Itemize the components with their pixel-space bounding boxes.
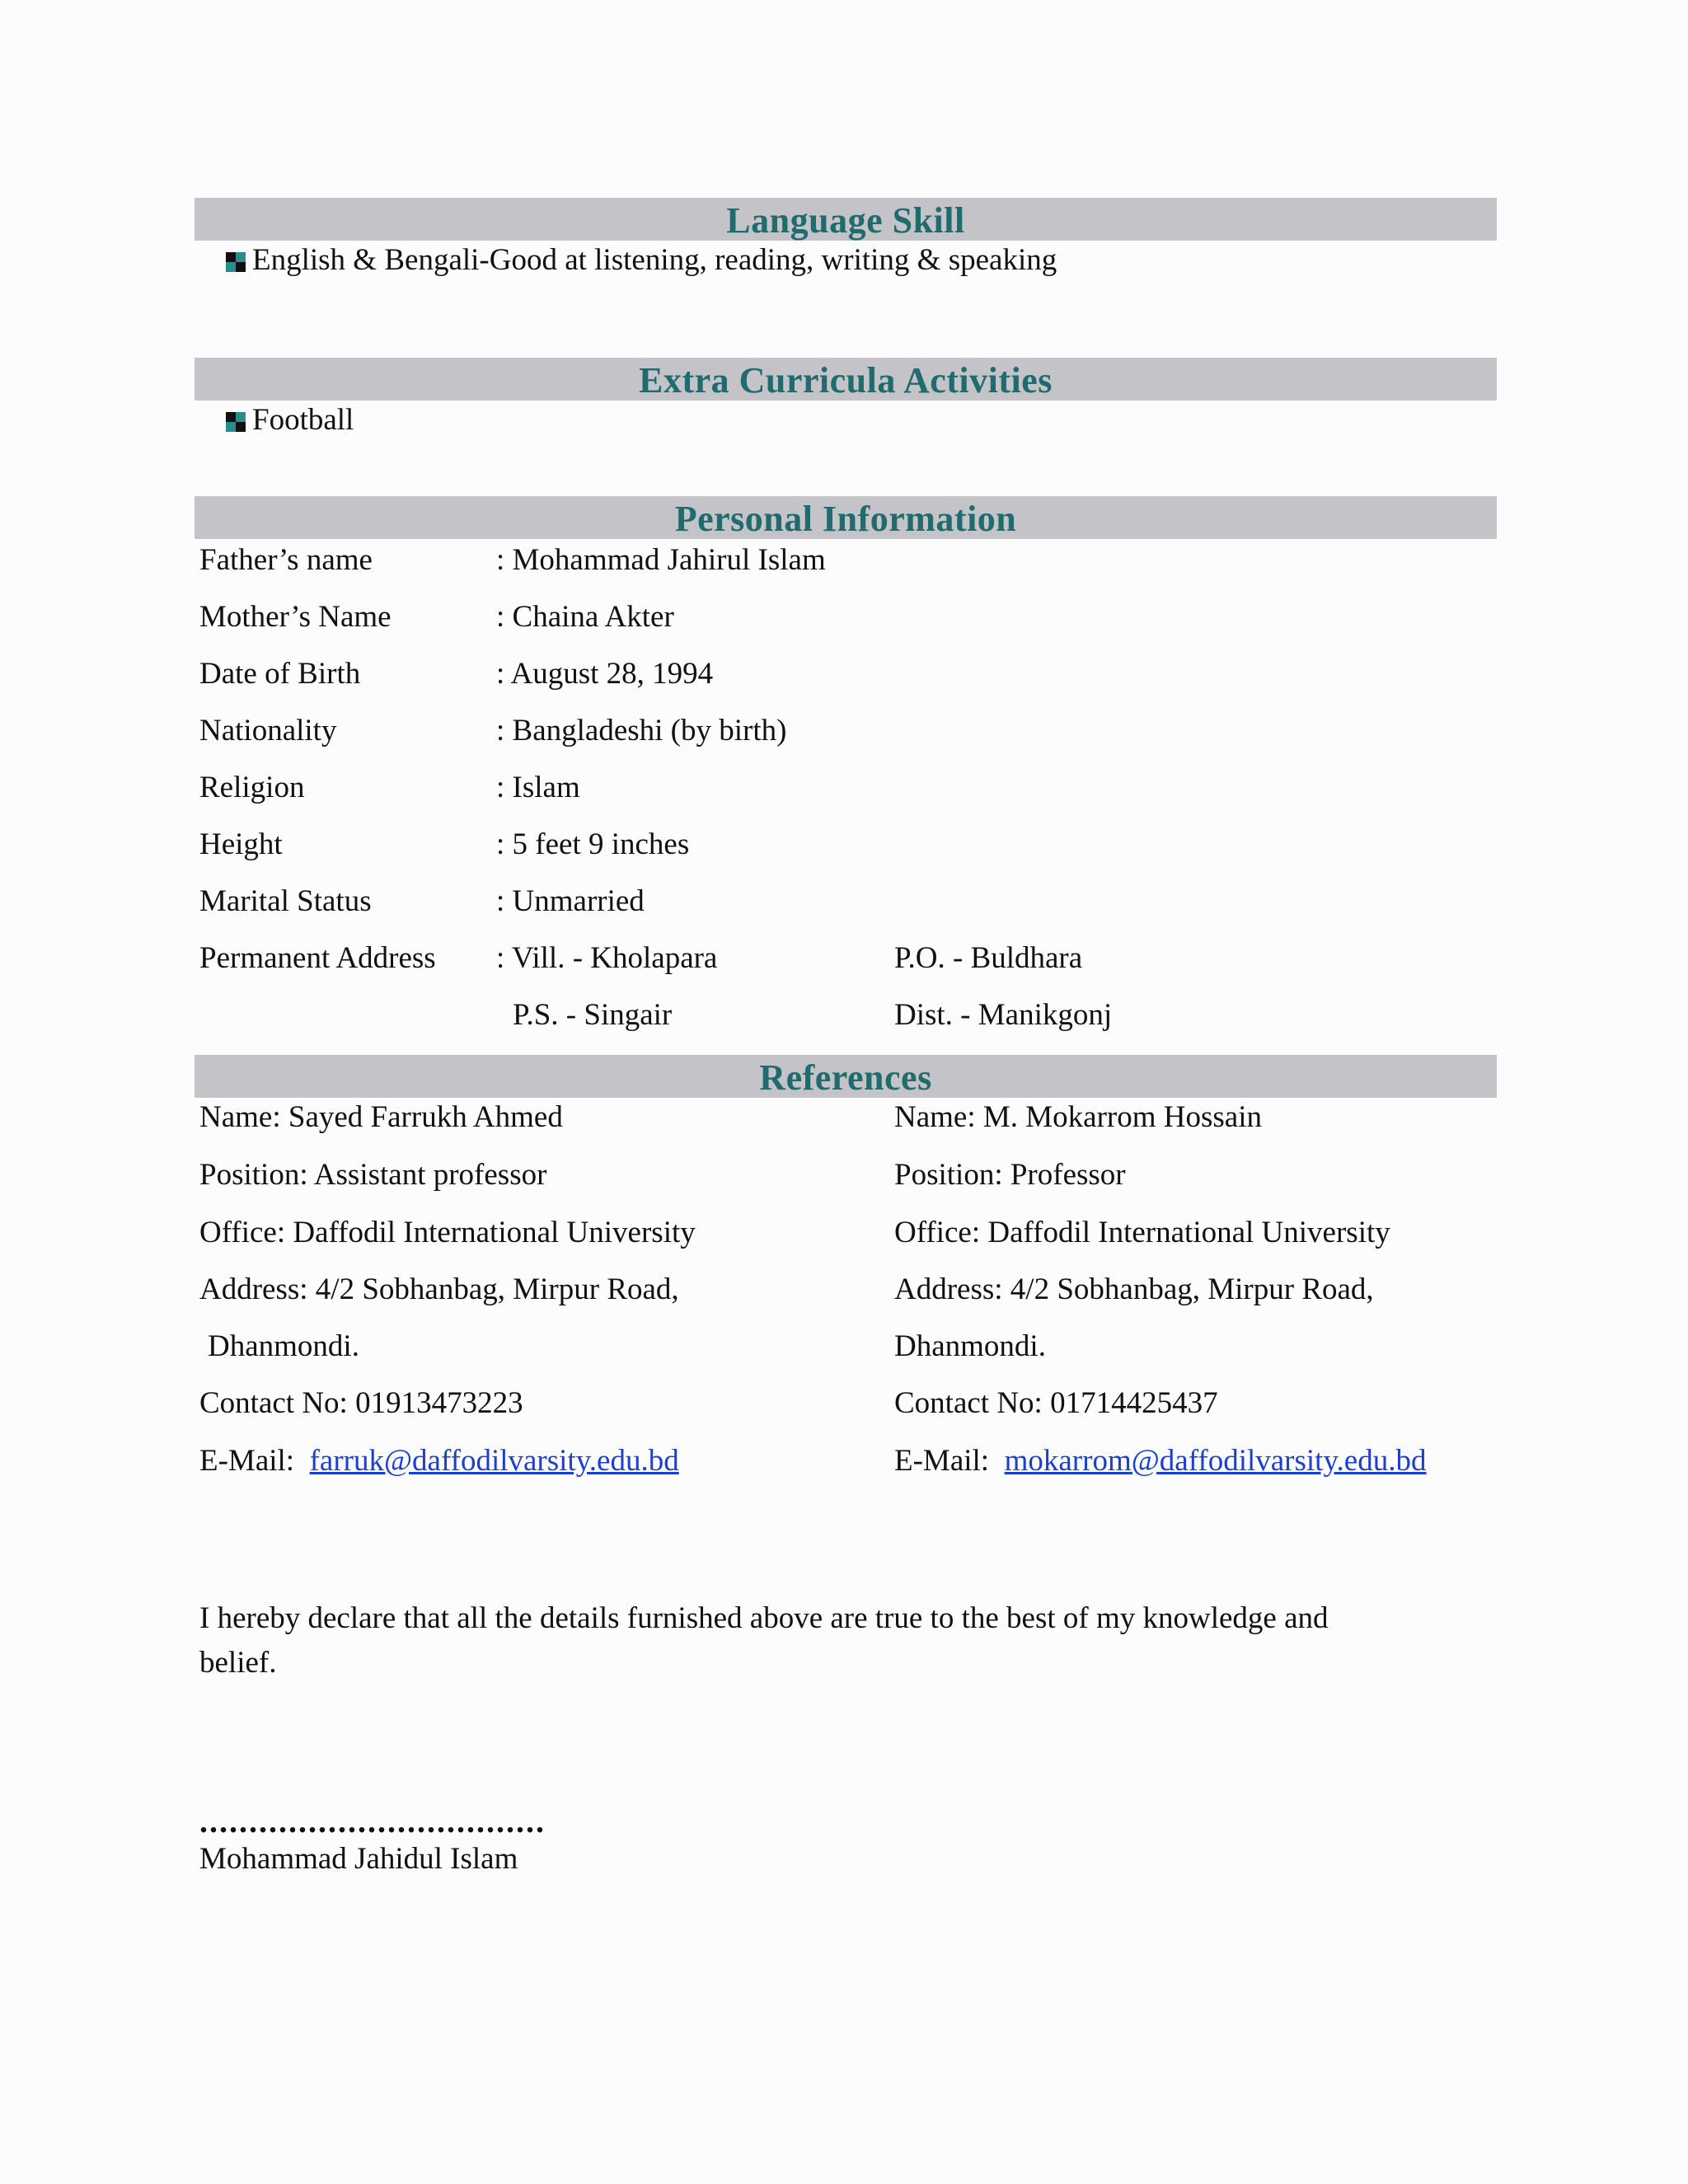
address-post-office: P.O. - Buldhara [894, 941, 1083, 975]
ref2-email-link[interactable]: mokarrom@daffodilvarsity.edu.bd [1004, 1444, 1427, 1478]
mothers-name-value: : Chaina Akter [496, 600, 674, 634]
ref1-address-city: Dhanmondi. [208, 1329, 359, 1363]
height-value: : 5 feet 9 inches [496, 827, 690, 861]
signature-name: Mohammad Jahidul Islam [199, 1842, 518, 1876]
ref1-email-row [199, 1443, 679, 1479]
ref1-email-link[interactable]: farruk@daffodilvarsity.edu.bd [309, 1444, 679, 1478]
ref2-contact: Contact No: 01714425437 [894, 1386, 1218, 1420]
ref2-address-city: Dhanmondi. [894, 1329, 1046, 1363]
date-of-birth-value: : August 28, 1994 [496, 657, 714, 691]
references-heading: References [195, 1055, 1497, 1098]
mothers-name-label: Mother’s Name [199, 600, 392, 634]
nationality-label: Nationality [199, 714, 337, 748]
ref1-office: Office: Daffodil International University [199, 1216, 696, 1249]
height-label: Height [199, 827, 283, 861]
extra-curricula-item [252, 402, 354, 438]
ref2-office: Office: Daffodil International University [894, 1216, 1390, 1249]
personal-information-heading: Personal Information [195, 496, 1497, 539]
language-skill-text: English & Bengali-Good at listening, reading, writing & speaking [252, 243, 1057, 277]
square-bullet-icon [226, 252, 246, 272]
square-bullet-icon [226, 412, 246, 432]
religion-label: Religion [199, 771, 305, 804]
ref1-email-label: E-Mail: [199, 1444, 295, 1478]
signature-line: ................................... [199, 1802, 546, 1840]
ref2-name: Name: M. Mokarrom Hossain [894, 1100, 1262, 1134]
fathers-name-label: Father’s name [199, 543, 373, 577]
extra-curricula-heading: Extra Curricula Activities [195, 358, 1497, 401]
ref1-position: Position: Assistant professor [199, 1158, 547, 1192]
extra-curricula-text: Football [252, 403, 354, 437]
date-of-birth-label: Date of Birth [199, 657, 361, 691]
language-skill-heading: Language Skill [195, 198, 1497, 241]
language-skill-item [252, 242, 1057, 279]
ref1-address: Address: 4/2 Sobhanbag, Mirpur Road, [199, 1272, 679, 1306]
nationality-value: : Bangladeshi (by birth) [496, 714, 787, 748]
declaration-line-1: I hereby declare that all the details furnished above are true to the best of my knowledge and [199, 1601, 1329, 1635]
address-village: : Vill. - Kholapara [496, 941, 718, 975]
fathers-name-value: : Mohammad Jahirul Islam [496, 543, 826, 577]
ref2-email-label: E-Mail: [894, 1444, 990, 1478]
declaration-line-2: belief. [199, 1646, 277, 1680]
marital-status-value: : Unmarried [496, 884, 645, 918]
ref2-address: Address: 4/2 Sobhanbag, Mirpur Road, [894, 1272, 1374, 1306]
address-police-station: P.S. - Singair [513, 998, 673, 1032]
ref1-contact: Contact No: 01913473223 [199, 1386, 523, 1420]
address-district: Dist. - Manikgonj [894, 998, 1113, 1032]
ref1-name: Name: Sayed Farrukh Ahmed [199, 1100, 563, 1134]
religion-value: : Islam [496, 771, 580, 804]
ref2-position: Position: Professor [894, 1158, 1126, 1192]
marital-status-label: Marital Status [199, 884, 372, 918]
ref2-email-row [894, 1443, 1426, 1479]
permanent-address-label: Permanent Address [199, 941, 436, 975]
